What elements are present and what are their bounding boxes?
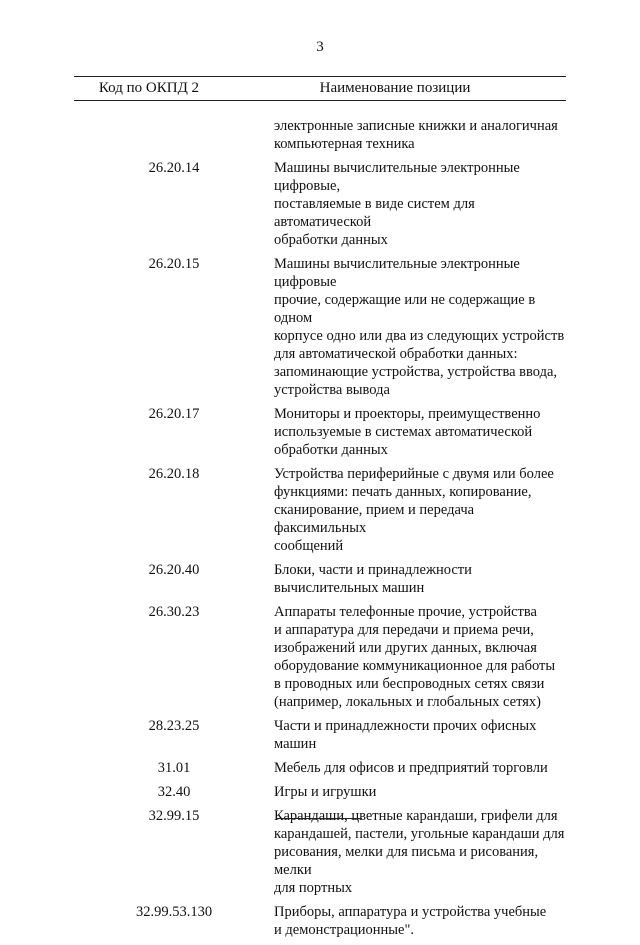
row-name: электронные записные книжки и аналогичная компьютерная техника xyxy=(274,118,558,152)
row-code: 32.99.15 xyxy=(148,808,200,824)
footer-divider xyxy=(276,818,362,819)
row-name: Карандаши, цветные карандаши, грифели для карандашей, пастели, угольные карандаши для рисования, мелки для письма и рисования, мелки для портных xyxy=(274,808,565,896)
table-row xyxy=(74,717,566,753)
row-code: 26.20.15 xyxy=(148,256,200,272)
row-code: 28.23.25 xyxy=(148,718,200,734)
row-name: Машины вычислительные электронные цифровые, поставляемые в виде систем для автоматической обработки данных xyxy=(274,160,520,248)
table-row xyxy=(74,117,566,153)
row-code: 26.30.23 xyxy=(148,604,200,620)
row-code: 26.20.14 xyxy=(148,160,200,176)
table-row xyxy=(74,759,566,777)
table-row xyxy=(74,255,566,399)
row-name: Устройства периферийные с двумя или более функциями: печать данных, копирование, сканирование, прием и передача факсимильных сообщений xyxy=(274,466,554,554)
table-row xyxy=(74,903,566,939)
row-code: 26.20.40 xyxy=(148,562,200,578)
row-code: 31.01 xyxy=(157,760,191,776)
row-code: 32.99.53.130 xyxy=(135,904,213,920)
table-row xyxy=(74,603,566,711)
row-code: 26.20.18 xyxy=(148,466,200,482)
table-header xyxy=(74,76,566,101)
table-row xyxy=(74,465,566,555)
row-name: Мебель для офисов и предприятий торговли xyxy=(274,760,548,776)
table-body xyxy=(74,117,566,945)
table-row xyxy=(74,807,566,897)
page-number: 3 xyxy=(316,39,324,55)
table-row xyxy=(74,405,566,459)
table-row xyxy=(74,159,566,249)
row-name: Аппараты телефонные прочие, устройства и аппаратура для передачи и приема речи, изображений или других данных, включая оборудование коммуникационное для работы в проводных или беспроводных сетях связи (например, локальных и глобальных сетях) xyxy=(274,604,556,710)
row-name: Мониторы и проекторы, преимущественно используемые в системах автоматической обработки данных xyxy=(274,406,541,458)
header-name: Наименование позиции xyxy=(319,80,471,96)
table-row xyxy=(74,783,566,801)
table-row xyxy=(74,561,566,597)
row-name: Блоки, части и принадлежности вычислительных машин xyxy=(274,562,472,596)
row-name: Части и принадлежности прочих офисных машин xyxy=(274,718,537,752)
row-name: Машины вычислительные электронные цифровые прочие, содержащие или не содержащие в одном корпусе одно или два из следующих устройств для автоматической обработки данных: запоминающие устройства, устройства ввода, устройства вывода xyxy=(274,256,565,398)
row-code xyxy=(74,117,274,153)
header-code: Код по ОКПД 2 xyxy=(98,80,200,96)
row-name: Приборы, аппаратура и устройства учебные и демонстрационные". xyxy=(274,904,547,938)
row-name: Игры и игрушки xyxy=(274,784,377,800)
row-code: 26.20.17 xyxy=(148,406,200,422)
row-code: 32.40 xyxy=(157,784,191,800)
